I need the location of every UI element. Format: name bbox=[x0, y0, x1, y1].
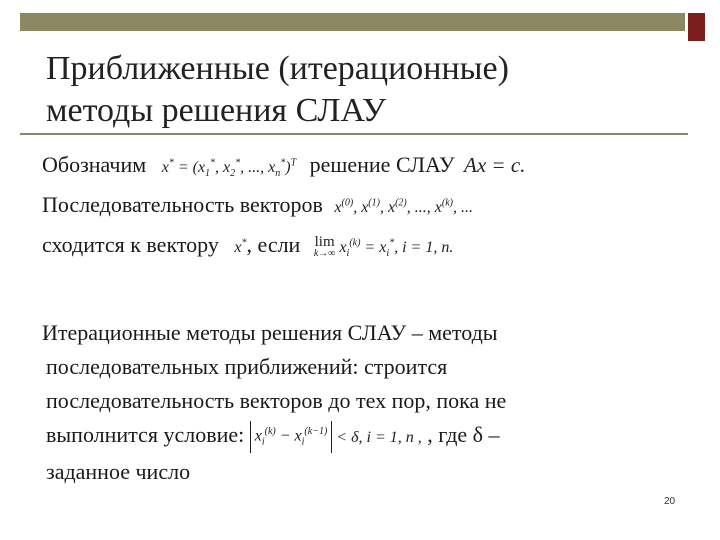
para-line-4: выполнится условие: $x_i^{(k)} - x_i^{(k-1)} < \delta$, i = 1, n , , где δ – bbox=[42, 418, 662, 455]
definition-line-2 bbox=[42, 192, 473, 218]
limit-vector-formula: x* bbox=[234, 237, 247, 256]
title-line-2: методы решения СЛАУ bbox=[46, 92, 387, 129]
iterative-methods-paragraph bbox=[42, 316, 662, 489]
para-line-5: заданное число bbox=[46, 459, 191, 484]
para-line-3: последовательность векторов до тех пор, пока не bbox=[46, 388, 507, 413]
page-number: 20 bbox=[664, 496, 676, 507]
limit-formula: lim k→∞ $x_i^{(k)} = x_i^*$, i = 1, n. bbox=[313, 234, 454, 260]
line1-text-a: Обозначим bbox=[42, 152, 147, 177]
corner-accent bbox=[688, 13, 705, 41]
solution-formula: $x^* = (x_1^*$, $x_2^*$, ..., $x_n^*)^T$ bbox=[161, 157, 297, 180]
para-line-2: последовательных приближений: строится bbox=[46, 354, 448, 379]
system-formula: Ax = c. bbox=[464, 153, 526, 177]
definition-line-3 bbox=[42, 232, 453, 260]
line2-text: Последовательность векторов bbox=[42, 192, 323, 217]
para-line-4-text-a: выполнится условие: bbox=[46, 422, 245, 447]
definition-line-1 bbox=[42, 152, 525, 179]
para-line-4-text-b: , где δ – bbox=[427, 422, 500, 447]
title-line-1: Приближенные (итерационные) bbox=[46, 50, 509, 87]
title-divider bbox=[20, 133, 688, 135]
slide-title bbox=[46, 48, 666, 132]
header-bar bbox=[20, 13, 685, 31]
sequence-formula: $x^{(0)}$, $x^{(1)}$, $x^{(2)}$, ..., $x^{(k)}$, ... bbox=[334, 197, 473, 216]
line3-text-a: сходится к вектору bbox=[42, 232, 219, 257]
para-line-1: Итерационные методы решения СЛАУ – методы bbox=[42, 320, 498, 345]
line1-text-b: решение СЛАУ bbox=[309, 152, 455, 177]
stop-condition-formula: $x_i^{(k)} - x_i^{(k-1)}$ bbox=[250, 421, 333, 454]
line3-text-b: , если bbox=[246, 232, 301, 257]
